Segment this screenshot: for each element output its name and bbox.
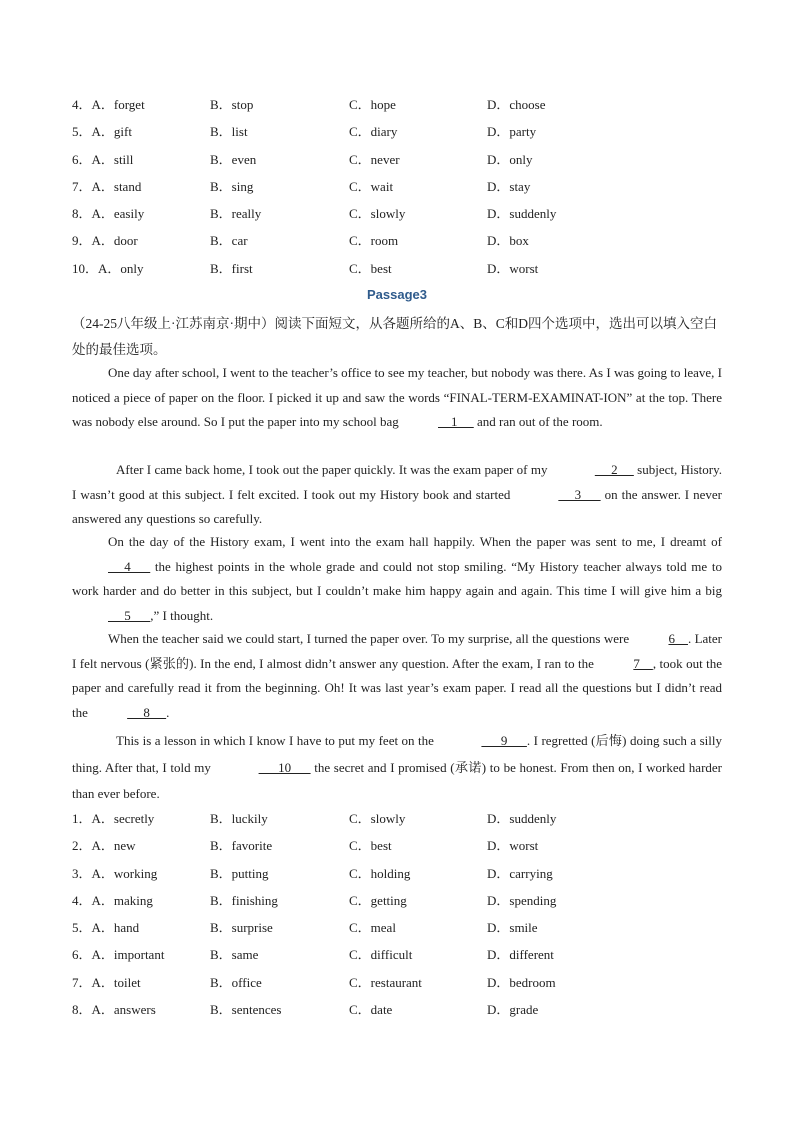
blank-8: 8 xyxy=(127,704,167,720)
option-row xyxy=(72,173,732,200)
option-a: 5．A．gift xyxy=(72,124,132,140)
blank-10: 10 xyxy=(258,759,311,775)
option-a: 6．A．still xyxy=(72,151,134,167)
paragraph-text: the highest points in the whole grade and could not stop smiling. “My History teacher always told me to work harder and do better in this subject, but I couldn’t make him happy again and again. This time I will give him a big xyxy=(72,558,722,598)
option-d: D．stay xyxy=(487,178,531,194)
option-b: B．office xyxy=(210,974,262,990)
option-b: B．same xyxy=(210,947,259,963)
blank-3: 3 xyxy=(558,486,601,502)
option-c: C．getting xyxy=(349,892,407,908)
option-b: B．luckily xyxy=(210,811,268,826)
option-row xyxy=(72,118,732,145)
top-options xyxy=(72,91,732,282)
paragraph-text: . Later I felt nervous (紧张的). In the end, I almost didn’t answer any question. After the exam, I ran to the xyxy=(72,631,723,671)
option-c: C．meal xyxy=(349,920,396,936)
option-row xyxy=(72,969,732,996)
option-b: B．putting xyxy=(210,865,269,881)
paragraph-text: . I regretted (后悔) doing such a silly thing. After that, I told my xyxy=(72,733,722,775)
option-a: 5．A．hand xyxy=(72,920,140,936)
paragraph-text: When the teacher said we could start, I turned the paper over. To my surprise, all the questions were xyxy=(108,631,633,646)
option-d: D．suddenly xyxy=(487,206,557,222)
option-b: B．favorite xyxy=(210,838,273,854)
paragraph-text: This is a lesson in which I know I have to put my feet on the xyxy=(116,733,438,748)
option-d: D．suddenly xyxy=(487,811,557,826)
option-row xyxy=(72,914,732,941)
option-row xyxy=(72,860,732,887)
passage-instructions: （24-25八年级上·江苏南京·期中）阅读下面短文，从各题所给的A、B、C和D四个选项中，选出可以填入空白处的最佳选项。 xyxy=(72,316,717,357)
blank-5: 5 xyxy=(108,607,151,623)
option-d: D．smile xyxy=(487,920,538,936)
paragraph-3 xyxy=(72,530,722,628)
option-row xyxy=(72,91,732,118)
paragraph-text: subject, History. I wasn’t good at this subject. I felt excited. I took out my History book and started xyxy=(72,462,723,502)
option-b: B．stop xyxy=(210,97,254,112)
option-a: 8．A．answers xyxy=(72,1002,156,1018)
option-c: C．best xyxy=(349,838,392,854)
option-b: B．even xyxy=(210,151,257,167)
option-b: B．first xyxy=(210,260,253,276)
option-d: D．different xyxy=(487,947,554,963)
option-c: C．never xyxy=(349,151,400,167)
option-b: B．surprise xyxy=(210,920,273,936)
option-a: 4．A．making xyxy=(72,892,153,908)
paragraph-text: and ran out of the room. xyxy=(473,414,603,429)
option-a: 4．A．forget xyxy=(72,97,145,112)
option-b: B．sing xyxy=(210,178,254,194)
option-c: C．difficult xyxy=(349,947,413,963)
option-a: 10．A．only xyxy=(72,260,144,276)
option-d: D．worst xyxy=(487,838,539,854)
option-d: D．worst xyxy=(487,260,539,276)
bottom-options xyxy=(72,805,732,1023)
option-row xyxy=(72,255,732,282)
paragraph-text: , took out the paper and carefully read it from the beginning. Oh! It was last year’s exam paper. I read all the questions but I didn’t read the xyxy=(72,655,722,720)
option-c: C．best xyxy=(349,260,392,276)
option-c: C．wait xyxy=(349,178,394,194)
option-d: D．box xyxy=(487,233,529,249)
option-a: 3．A．working xyxy=(72,865,158,881)
blank-7: 7 xyxy=(633,655,653,671)
option-a: 1．A．secretly xyxy=(72,811,155,826)
paragraph-2 xyxy=(72,458,722,532)
blank-9: 9 xyxy=(481,733,527,748)
option-row xyxy=(72,200,732,227)
option-c: C．date xyxy=(349,1002,393,1018)
blank-6: 6 xyxy=(668,631,688,646)
passage-title: Passage3 xyxy=(367,287,427,302)
option-a: 7．A．toilet xyxy=(72,974,141,990)
option-d: D．grade xyxy=(487,1002,539,1018)
option-c: C．diary xyxy=(349,124,398,140)
option-d: D．bedroom xyxy=(487,974,556,990)
paragraph-text: the secret and I promised (承诺) to be honest. From then on, I worked harder than ever before. xyxy=(72,759,722,801)
option-row xyxy=(72,227,732,254)
option-row xyxy=(72,805,732,832)
option-d: D．carrying xyxy=(487,865,553,881)
option-row xyxy=(72,832,732,859)
option-a: 6．A．important xyxy=(72,947,165,963)
paragraph-text: After I came back home, I took out the paper quickly. It was the exam paper of my xyxy=(116,462,551,477)
option-a: 7．A．stand xyxy=(72,178,142,194)
option-c: C．hope xyxy=(349,97,396,112)
option-a: 8．A．easily xyxy=(72,206,145,222)
paragraph-text: One day after school, I went to the teacher’s office to see my teacher, but nobody was there. As I was going to leave, I noticed a piece of paper on the floor. I picked it up and saw the words “FINAL-TERM-EXAMINAT-ION” at the top. There was nobody else around. So I put the paper into my school bag xyxy=(72,365,722,429)
blank-2: 2 xyxy=(594,462,634,477)
option-d: D．choose xyxy=(487,97,546,112)
paragraph-text: . xyxy=(166,704,170,720)
option-c: C．slowly xyxy=(349,206,406,222)
option-d: D．only xyxy=(487,151,533,167)
option-c: C．holding xyxy=(349,865,411,881)
paragraph-text: ,” I thought. xyxy=(150,607,214,623)
option-b: B．car xyxy=(210,233,248,249)
option-c: C．room xyxy=(349,233,399,249)
blank-4: 4 xyxy=(108,558,151,574)
option-row xyxy=(72,887,732,914)
paragraph-4 xyxy=(72,627,722,725)
option-c: C．slowly xyxy=(349,811,406,826)
option-a: 2．A．new xyxy=(72,838,136,854)
blank-1: 1 xyxy=(438,414,474,429)
option-row xyxy=(72,941,732,968)
option-row xyxy=(72,146,732,173)
option-row xyxy=(72,996,732,1023)
option-b: B．really xyxy=(210,206,262,222)
paragraph-text: On the day of the History exam, I went into the exam hall happily. When the paper was sent to me, I dreamt of xyxy=(108,534,722,549)
option-b: B．sentences xyxy=(210,1002,282,1018)
option-b: B．finishing xyxy=(210,892,278,908)
paragraph-text: on the answer. I never answered any questions so carefully. xyxy=(72,486,722,526)
paragraph-1 xyxy=(72,361,722,435)
option-d: D．party xyxy=(487,124,537,140)
option-a: 9．A．door xyxy=(72,233,138,249)
option-b: B．list xyxy=(210,124,248,140)
option-c: C．restaurant xyxy=(349,974,422,990)
option-d: D．spending xyxy=(487,892,557,908)
paragraph-5 xyxy=(72,728,722,808)
